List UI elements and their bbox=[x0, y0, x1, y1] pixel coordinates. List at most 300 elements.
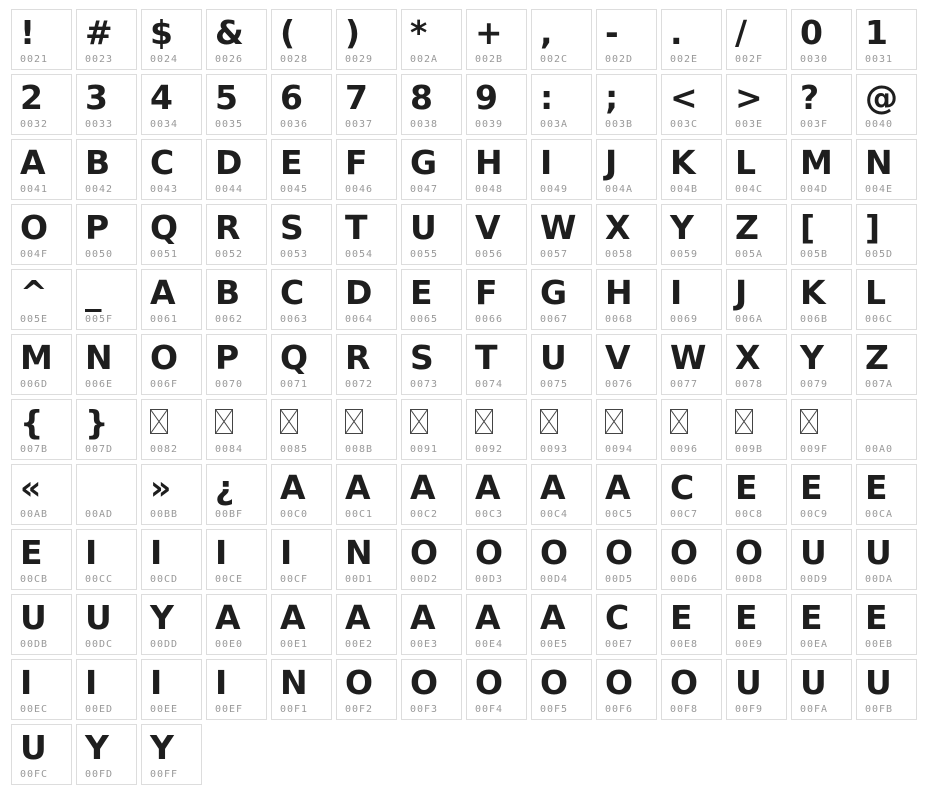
glyph-code: 007A bbox=[865, 379, 894, 390]
glyph-code: 002C bbox=[540, 54, 569, 65]
glyph: U bbox=[410, 208, 436, 247]
glyph-code: 00FF bbox=[150, 769, 179, 780]
glyph: R bbox=[345, 338, 370, 377]
glyph-cell bbox=[76, 659, 137, 720]
glyph: 3 bbox=[85, 78, 107, 117]
glyph-code: 00F4 bbox=[475, 704, 504, 715]
glyph-cell bbox=[466, 529, 527, 590]
glyph-cell bbox=[531, 334, 592, 395]
glyph bbox=[670, 402, 715, 443]
glyph: O bbox=[670, 533, 698, 572]
glyph-cell bbox=[791, 659, 852, 720]
glyph-code: 002F bbox=[735, 54, 764, 65]
glyph: O bbox=[540, 533, 568, 572]
glyph: C bbox=[605, 598, 629, 637]
glyph: 1 bbox=[865, 13, 887, 52]
glyph-code: 0082 bbox=[150, 444, 179, 455]
glyph-cell bbox=[661, 594, 722, 655]
glyph: F bbox=[345, 143, 367, 182]
glyph-cell bbox=[271, 659, 332, 720]
glyph: 9 bbox=[475, 78, 497, 117]
glyph-cell bbox=[401, 464, 462, 525]
glyph-cell bbox=[206, 204, 267, 265]
glyph: F bbox=[475, 273, 497, 312]
glyph-code: 0041 bbox=[20, 184, 49, 195]
glyph-code: 0023 bbox=[85, 54, 114, 65]
glyph-code: 00E2 bbox=[345, 639, 374, 650]
glyph-code: 0071 bbox=[280, 379, 309, 390]
glyph-code: 003C bbox=[670, 119, 699, 130]
glyph-cell bbox=[661, 529, 722, 590]
glyph: V bbox=[475, 208, 500, 247]
glyph: ( bbox=[280, 13, 295, 52]
glyph: A bbox=[410, 468, 435, 507]
glyph-code: 0052 bbox=[215, 249, 244, 260]
glyph-code: 0036 bbox=[280, 119, 309, 130]
glyph-code: 00E1 bbox=[280, 639, 309, 650]
glyph: » bbox=[150, 468, 171, 507]
glyph: + bbox=[475, 13, 502, 52]
glyph-cell bbox=[141, 9, 202, 70]
glyph: U bbox=[20, 728, 46, 767]
glyph-cell bbox=[726, 594, 787, 655]
glyph: Y bbox=[150, 598, 173, 637]
glyph: I bbox=[20, 663, 32, 702]
glyph-cell bbox=[11, 464, 72, 525]
glyph-code: 00CE bbox=[215, 574, 244, 585]
glyph-cell bbox=[661, 334, 722, 395]
glyph-cell bbox=[206, 9, 267, 70]
glyph: A bbox=[540, 598, 565, 637]
glyph-cell bbox=[596, 74, 657, 135]
glyph-code: 00EB bbox=[865, 639, 894, 650]
glyph-cell bbox=[791, 269, 852, 330]
glyph-cell bbox=[336, 334, 397, 395]
glyph-cell bbox=[206, 269, 267, 330]
glyph-cell bbox=[856, 74, 917, 135]
glyph-cell bbox=[661, 464, 722, 525]
glyph-code: 0045 bbox=[280, 184, 309, 195]
glyph: A bbox=[410, 598, 435, 637]
glyph: O bbox=[475, 663, 503, 702]
glyph: [ bbox=[800, 208, 815, 247]
glyph-code: 00D2 bbox=[410, 574, 439, 585]
glyph: U bbox=[20, 598, 46, 637]
glyph-code: 00CC bbox=[85, 574, 114, 585]
glyph: I bbox=[280, 533, 292, 572]
glyph-code: 0073 bbox=[410, 379, 439, 390]
glyph-code: 0092 bbox=[475, 444, 504, 455]
glyph-cell bbox=[856, 659, 917, 720]
glyph-cell bbox=[466, 659, 527, 720]
glyph: O bbox=[20, 208, 48, 247]
glyph-code: 00EA bbox=[800, 639, 829, 650]
glyph-cell bbox=[141, 464, 202, 525]
glyph-cell bbox=[726, 9, 787, 70]
glyph: M bbox=[800, 143, 832, 182]
glyph-cell bbox=[661, 139, 722, 200]
glyph-code: 00F5 bbox=[540, 704, 569, 715]
glyph-code: 00AD bbox=[85, 509, 114, 520]
glyph-cell bbox=[141, 74, 202, 135]
glyph-code: 00C8 bbox=[735, 509, 764, 520]
glyph: ] bbox=[865, 208, 880, 247]
glyph-code: 00BF bbox=[215, 509, 244, 520]
glyph-code: 0055 bbox=[410, 249, 439, 260]
glyph: A bbox=[540, 468, 565, 507]
glyph-code: 00E8 bbox=[670, 639, 699, 650]
glyph-cell bbox=[856, 399, 917, 460]
glyph-cell bbox=[141, 529, 202, 590]
glyph-code: 006D bbox=[20, 379, 49, 390]
glyph-code: 004E bbox=[865, 184, 894, 195]
glyph: E bbox=[410, 273, 432, 312]
glyph-code: 00D5 bbox=[605, 574, 634, 585]
glyph-code: 00C7 bbox=[670, 509, 699, 520]
glyph-code: 00C2 bbox=[410, 509, 439, 520]
glyph-cell bbox=[466, 139, 527, 200]
glyph-cell bbox=[596, 204, 657, 265]
glyph: U bbox=[85, 598, 111, 637]
glyph-code: 00D6 bbox=[670, 574, 699, 585]
glyph: @ bbox=[865, 78, 897, 117]
glyph: A bbox=[345, 598, 370, 637]
glyph-code: 00FD bbox=[85, 769, 114, 780]
glyph: J bbox=[735, 273, 747, 312]
glyph-code: 0024 bbox=[150, 54, 179, 65]
glyph: 7 bbox=[345, 78, 367, 117]
glyph: 5 bbox=[215, 78, 237, 117]
glyph-code: 00F8 bbox=[670, 704, 699, 715]
glyph: U bbox=[865, 533, 891, 572]
glyph: O bbox=[605, 533, 633, 572]
glyph-cell bbox=[531, 139, 592, 200]
glyph: A bbox=[20, 143, 45, 182]
glyph-cell bbox=[856, 594, 917, 655]
glyph-cell bbox=[596, 334, 657, 395]
glyph-code: 0077 bbox=[670, 379, 699, 390]
glyph-cell bbox=[401, 9, 462, 70]
glyph bbox=[410, 402, 455, 443]
glyph-code: 002B bbox=[475, 54, 504, 65]
glyph-code: 0053 bbox=[280, 249, 309, 260]
glyph-code: 003E bbox=[735, 119, 764, 130]
glyph-code: 007D bbox=[85, 444, 114, 455]
glyph: E bbox=[20, 533, 42, 572]
glyph-cell bbox=[11, 139, 72, 200]
glyph-cell bbox=[531, 529, 592, 590]
glyph-code: 002D bbox=[605, 54, 634, 65]
glyph-cell bbox=[336, 269, 397, 330]
glyph-cell bbox=[596, 529, 657, 590]
glyph: D bbox=[345, 273, 372, 312]
glyph-code: 0056 bbox=[475, 249, 504, 260]
glyph: O bbox=[605, 663, 633, 702]
glyph-code: 004F bbox=[20, 249, 49, 260]
glyph: A bbox=[150, 273, 175, 312]
glyph-code: 00D4 bbox=[540, 574, 569, 585]
glyph-cell bbox=[661, 204, 722, 265]
notdef-missing-glyph-icon bbox=[670, 409, 688, 434]
glyph-code: 00E7 bbox=[605, 639, 634, 650]
glyph-code: 00FB bbox=[865, 704, 894, 715]
glyph: 2 bbox=[20, 78, 42, 117]
glyph-code: 006E bbox=[85, 379, 114, 390]
glyph-cell bbox=[791, 204, 852, 265]
glyph: B bbox=[215, 273, 240, 312]
glyph-code: 00F6 bbox=[605, 704, 634, 715]
glyph-code: 00A0 bbox=[865, 444, 894, 455]
glyph-code: 0091 bbox=[410, 444, 439, 455]
glyph: K bbox=[800, 273, 825, 312]
notdef-missing-glyph-icon bbox=[280, 409, 298, 434]
glyph: U bbox=[800, 663, 826, 702]
glyph-cell bbox=[791, 464, 852, 525]
glyph-cell bbox=[336, 9, 397, 70]
glyph bbox=[215, 402, 260, 443]
glyph-code: 0059 bbox=[670, 249, 699, 260]
glyph-code: 0040 bbox=[865, 119, 894, 130]
glyph-code: 00F9 bbox=[735, 704, 764, 715]
glyph-cell bbox=[141, 399, 202, 460]
glyph-cell bbox=[11, 659, 72, 720]
glyph: A bbox=[475, 468, 500, 507]
glyph-cell bbox=[141, 334, 202, 395]
glyph-cell bbox=[11, 269, 72, 330]
glyph: Y bbox=[150, 728, 173, 767]
glyph-cell bbox=[791, 399, 852, 460]
glyph-code: 0042 bbox=[85, 184, 114, 195]
glyph-cell bbox=[856, 464, 917, 525]
glyph-cell bbox=[661, 269, 722, 330]
glyph: E bbox=[800, 598, 822, 637]
glyph-cell bbox=[856, 529, 917, 590]
glyph: I bbox=[670, 273, 682, 312]
glyph: _ bbox=[85, 273, 101, 312]
glyph-cell bbox=[76, 594, 137, 655]
glyph-cell bbox=[206, 529, 267, 590]
glyph-cell bbox=[791, 334, 852, 395]
glyph-code: 0096 bbox=[670, 444, 699, 455]
glyph-code: 0093 bbox=[540, 444, 569, 455]
glyph-code: 0049 bbox=[540, 184, 569, 195]
glyph: E bbox=[670, 598, 692, 637]
glyph bbox=[345, 402, 390, 443]
glyph-cell bbox=[271, 204, 332, 265]
glyph-cell bbox=[271, 139, 332, 200]
glyph: A bbox=[605, 468, 630, 507]
glyph-cell bbox=[336, 529, 397, 590]
glyph-code: 0038 bbox=[410, 119, 439, 130]
glyph-code: 004B bbox=[670, 184, 699, 195]
glyph-cell bbox=[661, 659, 722, 720]
glyph-cell bbox=[76, 334, 137, 395]
character-map-grid bbox=[11, 9, 917, 785]
glyph-code: 008B bbox=[345, 444, 374, 455]
glyph-code: 005E bbox=[20, 314, 49, 325]
glyph-cell bbox=[856, 334, 917, 395]
glyph-code: 0043 bbox=[150, 184, 179, 195]
glyph bbox=[540, 402, 585, 443]
glyph-cell bbox=[271, 334, 332, 395]
glyph bbox=[150, 402, 195, 443]
glyph-code: 0046 bbox=[345, 184, 374, 195]
glyph-cell bbox=[271, 529, 332, 590]
glyph-cell bbox=[11, 74, 72, 135]
glyph: Z bbox=[865, 338, 888, 377]
glyph: Y bbox=[800, 338, 823, 377]
glyph: R bbox=[215, 208, 240, 247]
glyph-cell bbox=[531, 9, 592, 70]
glyph-cell bbox=[76, 399, 137, 460]
glyph: O bbox=[410, 533, 438, 572]
glyph: O bbox=[345, 663, 373, 702]
glyph: A bbox=[280, 468, 305, 507]
glyph: ? bbox=[800, 78, 819, 117]
glyph-cell bbox=[661, 399, 722, 460]
glyph-cell bbox=[336, 659, 397, 720]
glyph: Q bbox=[280, 338, 308, 377]
glyph-code: 006C bbox=[865, 314, 894, 325]
glyph: I bbox=[85, 663, 97, 702]
glyph-code: 0037 bbox=[345, 119, 374, 130]
glyph: N bbox=[865, 143, 892, 182]
glyph-cell bbox=[466, 464, 527, 525]
glyph-code: 00DA bbox=[865, 574, 894, 585]
glyph-cell bbox=[661, 74, 722, 135]
glyph-code: 00D9 bbox=[800, 574, 829, 585]
glyph-code: 00C0 bbox=[280, 509, 309, 520]
glyph-cell bbox=[141, 204, 202, 265]
glyph: $ bbox=[150, 13, 172, 52]
glyph-code: 00EE bbox=[150, 704, 179, 715]
glyph-code: 005A bbox=[735, 249, 764, 260]
glyph bbox=[735, 402, 780, 443]
glyph-cell bbox=[11, 724, 72, 785]
glyph-code: 006B bbox=[800, 314, 829, 325]
glyph-cell bbox=[401, 139, 462, 200]
notdef-missing-glyph-icon bbox=[605, 409, 623, 434]
glyph: , bbox=[540, 13, 552, 52]
glyph-cell bbox=[401, 269, 462, 330]
notdef-missing-glyph-icon bbox=[150, 409, 168, 434]
glyph-cell bbox=[856, 139, 917, 200]
notdef-missing-glyph-icon bbox=[215, 409, 233, 434]
glyph-code: 0048 bbox=[475, 184, 504, 195]
glyph: A bbox=[345, 468, 370, 507]
glyph: « bbox=[20, 468, 41, 507]
glyph-code: 0047 bbox=[410, 184, 439, 195]
glyph-cell bbox=[206, 594, 267, 655]
glyph: Q bbox=[150, 208, 178, 247]
glyph-cell bbox=[596, 9, 657, 70]
glyph-code: 0054 bbox=[345, 249, 374, 260]
glyph-code: 0057 bbox=[540, 249, 569, 260]
glyph-code: 007B bbox=[20, 444, 49, 455]
glyph-cell bbox=[466, 594, 527, 655]
glyph-cell bbox=[401, 334, 462, 395]
glyph-cell bbox=[466, 399, 527, 460]
glyph-cell bbox=[206, 74, 267, 135]
glyph-code: 00CF bbox=[280, 574, 309, 585]
glyph-cell bbox=[76, 464, 137, 525]
glyph-cell bbox=[11, 399, 72, 460]
glyph: K bbox=[670, 143, 695, 182]
glyph-code: 00ED bbox=[85, 704, 114, 715]
glyph: J bbox=[605, 143, 617, 182]
glyph: E bbox=[800, 468, 822, 507]
glyph: I bbox=[540, 143, 552, 182]
glyph: I bbox=[215, 533, 227, 572]
glyph bbox=[865, 402, 910, 443]
glyph-cell bbox=[401, 399, 462, 460]
glyph: H bbox=[605, 273, 632, 312]
glyph-code: 00FA bbox=[800, 704, 829, 715]
glyph: C bbox=[150, 143, 174, 182]
glyph-code: 003B bbox=[605, 119, 634, 130]
glyph-code: 006F bbox=[150, 379, 179, 390]
glyph-code: 003F bbox=[800, 119, 829, 130]
glyph-cell bbox=[401, 74, 462, 135]
glyph: # bbox=[85, 13, 112, 52]
glyph-cell bbox=[271, 594, 332, 655]
glyph-cell bbox=[336, 139, 397, 200]
glyph: E bbox=[735, 468, 757, 507]
glyph-code: 0029 bbox=[345, 54, 374, 65]
glyph-cell bbox=[271, 9, 332, 70]
glyph-cell bbox=[596, 269, 657, 330]
glyph-cell bbox=[466, 204, 527, 265]
glyph: ; bbox=[605, 78, 618, 117]
glyph-cell bbox=[596, 139, 657, 200]
glyph-code: 0070 bbox=[215, 379, 244, 390]
glyph: W bbox=[540, 208, 576, 247]
glyph: & bbox=[215, 13, 243, 52]
glyph-cell bbox=[76, 204, 137, 265]
glyph: ) bbox=[345, 13, 360, 52]
glyph-cell bbox=[466, 74, 527, 135]
glyph-cell bbox=[531, 269, 592, 330]
glyph: I bbox=[85, 533, 97, 572]
glyph-code: 009B bbox=[735, 444, 764, 455]
glyph-code: 0050 bbox=[85, 249, 114, 260]
glyph: Y bbox=[85, 728, 108, 767]
glyph-cell bbox=[11, 9, 72, 70]
glyph-cell bbox=[856, 269, 917, 330]
glyph-code: 0026 bbox=[215, 54, 244, 65]
glyph-code: 004C bbox=[735, 184, 764, 195]
glyph-cell bbox=[661, 9, 722, 70]
glyph-code: 0061 bbox=[150, 314, 179, 325]
glyph-cell bbox=[726, 334, 787, 395]
glyph-code: 0066 bbox=[475, 314, 504, 325]
glyph-code: 002E bbox=[670, 54, 699, 65]
glyph-code: 00D8 bbox=[735, 574, 764, 585]
glyph-code: 0065 bbox=[410, 314, 439, 325]
glyph-code: 0069 bbox=[670, 314, 699, 325]
glyph-code: 00F2 bbox=[345, 704, 374, 715]
glyph-code: 005F bbox=[85, 314, 114, 325]
glyph-code: 0030 bbox=[800, 54, 829, 65]
glyph: N bbox=[280, 663, 307, 702]
glyph-cell bbox=[206, 659, 267, 720]
glyph-code: 00C4 bbox=[540, 509, 569, 520]
glyph-cell bbox=[206, 399, 267, 460]
glyph-code: 00EF bbox=[215, 704, 244, 715]
glyph-cell bbox=[11, 594, 72, 655]
glyph: E bbox=[280, 143, 302, 182]
glyph: X bbox=[735, 338, 760, 377]
